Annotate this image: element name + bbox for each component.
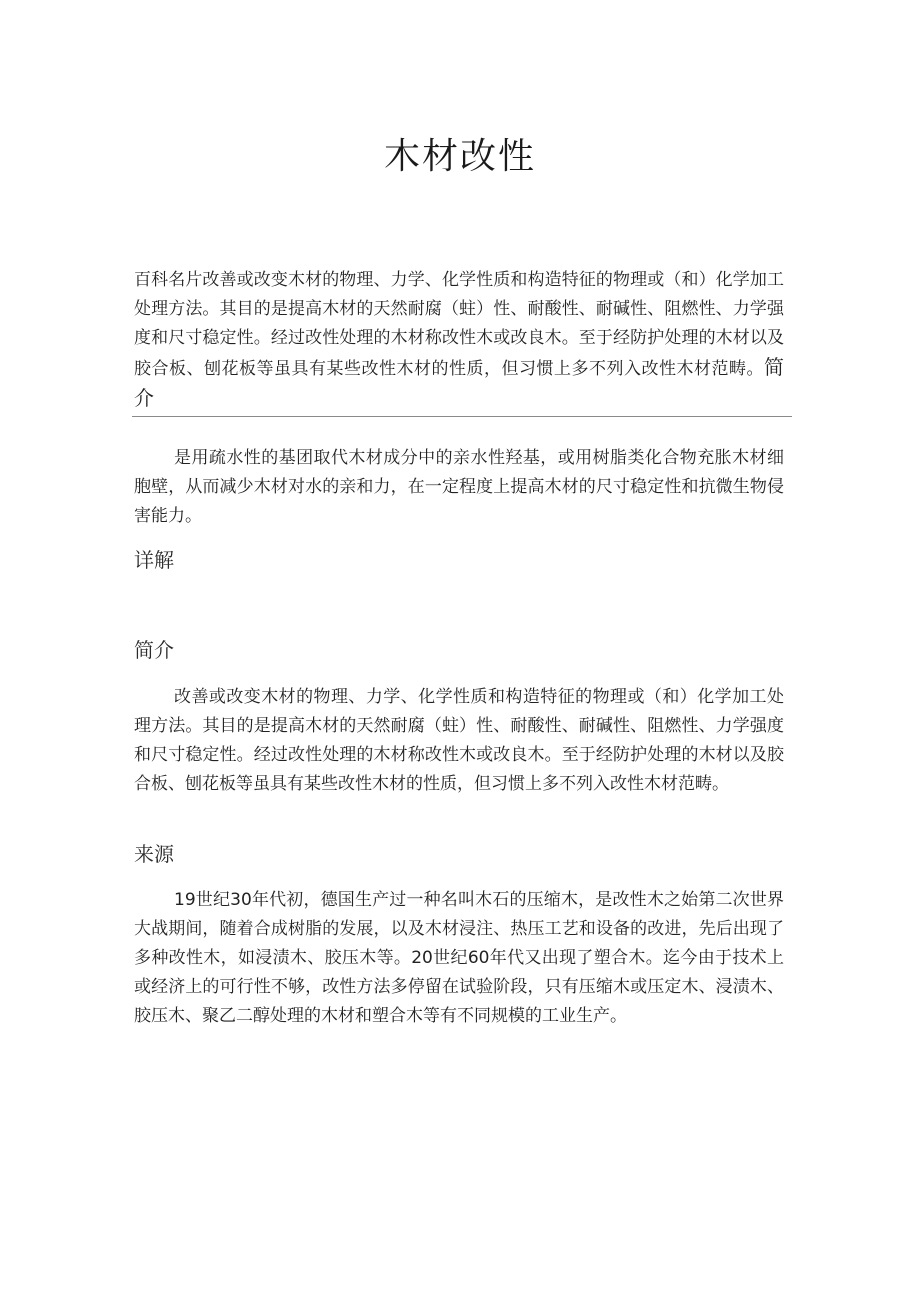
summary-paragraph: 是用疏水性的基团取代木材成分中的亲水性羟基，或用树脂类化合物充胀木材细胞壁，从而减少木材对水的亲和力，在一定程度上提高木材的尺寸稳定性和抗微生物侵害能力。 bbox=[134, 448, 784, 526]
intro-heading: 简介 bbox=[134, 355, 784, 410]
intro-paragraph bbox=[134, 266, 784, 415]
document-title: 木材改性 bbox=[383, 136, 536, 177]
section-divider bbox=[132, 416, 792, 417]
section-intro-heading: 简介 bbox=[134, 638, 174, 662]
detail-heading: 详解 bbox=[134, 548, 174, 572]
section-intro-paragraph: 改善或改变木材的物理、力学、化学性质和构造特征的物理或（和）化学加工处理方法。其目的是提高木材的天然耐腐（蛀）性、耐酸性、耐碱性、阻燃性、力学强度和尺寸稳定性。经过改性处理的木材称改性木或改良木。至于经防护处理的木材以及胶合板、刨花板等虽具有某些改性木材的性质，但习惯上多不列入改性木材范畴。 bbox=[134, 687, 784, 794]
source-paragraph: 19世纪30年代初，德国生产过一种名叫木石的压缩木，是改性木之始第二次世界大战期间，随着合成树脂的发展，以及木材浸注、热压工艺和设备的改进，先后出现了多种改性木，如浸渍木、胶压木等。20世纪60年代又出现了塑合木。迄今由于技术上或经济上的可行性不够，改性方法多停留在试验阶段，只有压缩木或压定木、浸渍木、胶压木、聚乙二醇处理的木材和塑合木等有不同规模的工业生产。 bbox=[134, 890, 784, 1026]
source-heading: 来源 bbox=[134, 842, 174, 866]
intro-text: 百科名片改善或改变木材的物理、力学、化学性质和构造特征的物理或（和）化学加工处理方法。其目的是提高木材的天然耐腐（蛀）性、耐酸性、耐碱性、阻燃性、力学强度和尺寸稳定性。经过改性处理的木材称改性木或改良木。至于经防护处理的木材以及胶合板、刨花板等虽具有某些改性木材的性质，但习惯上多不列入改性木材范畴。 bbox=[134, 270, 784, 379]
